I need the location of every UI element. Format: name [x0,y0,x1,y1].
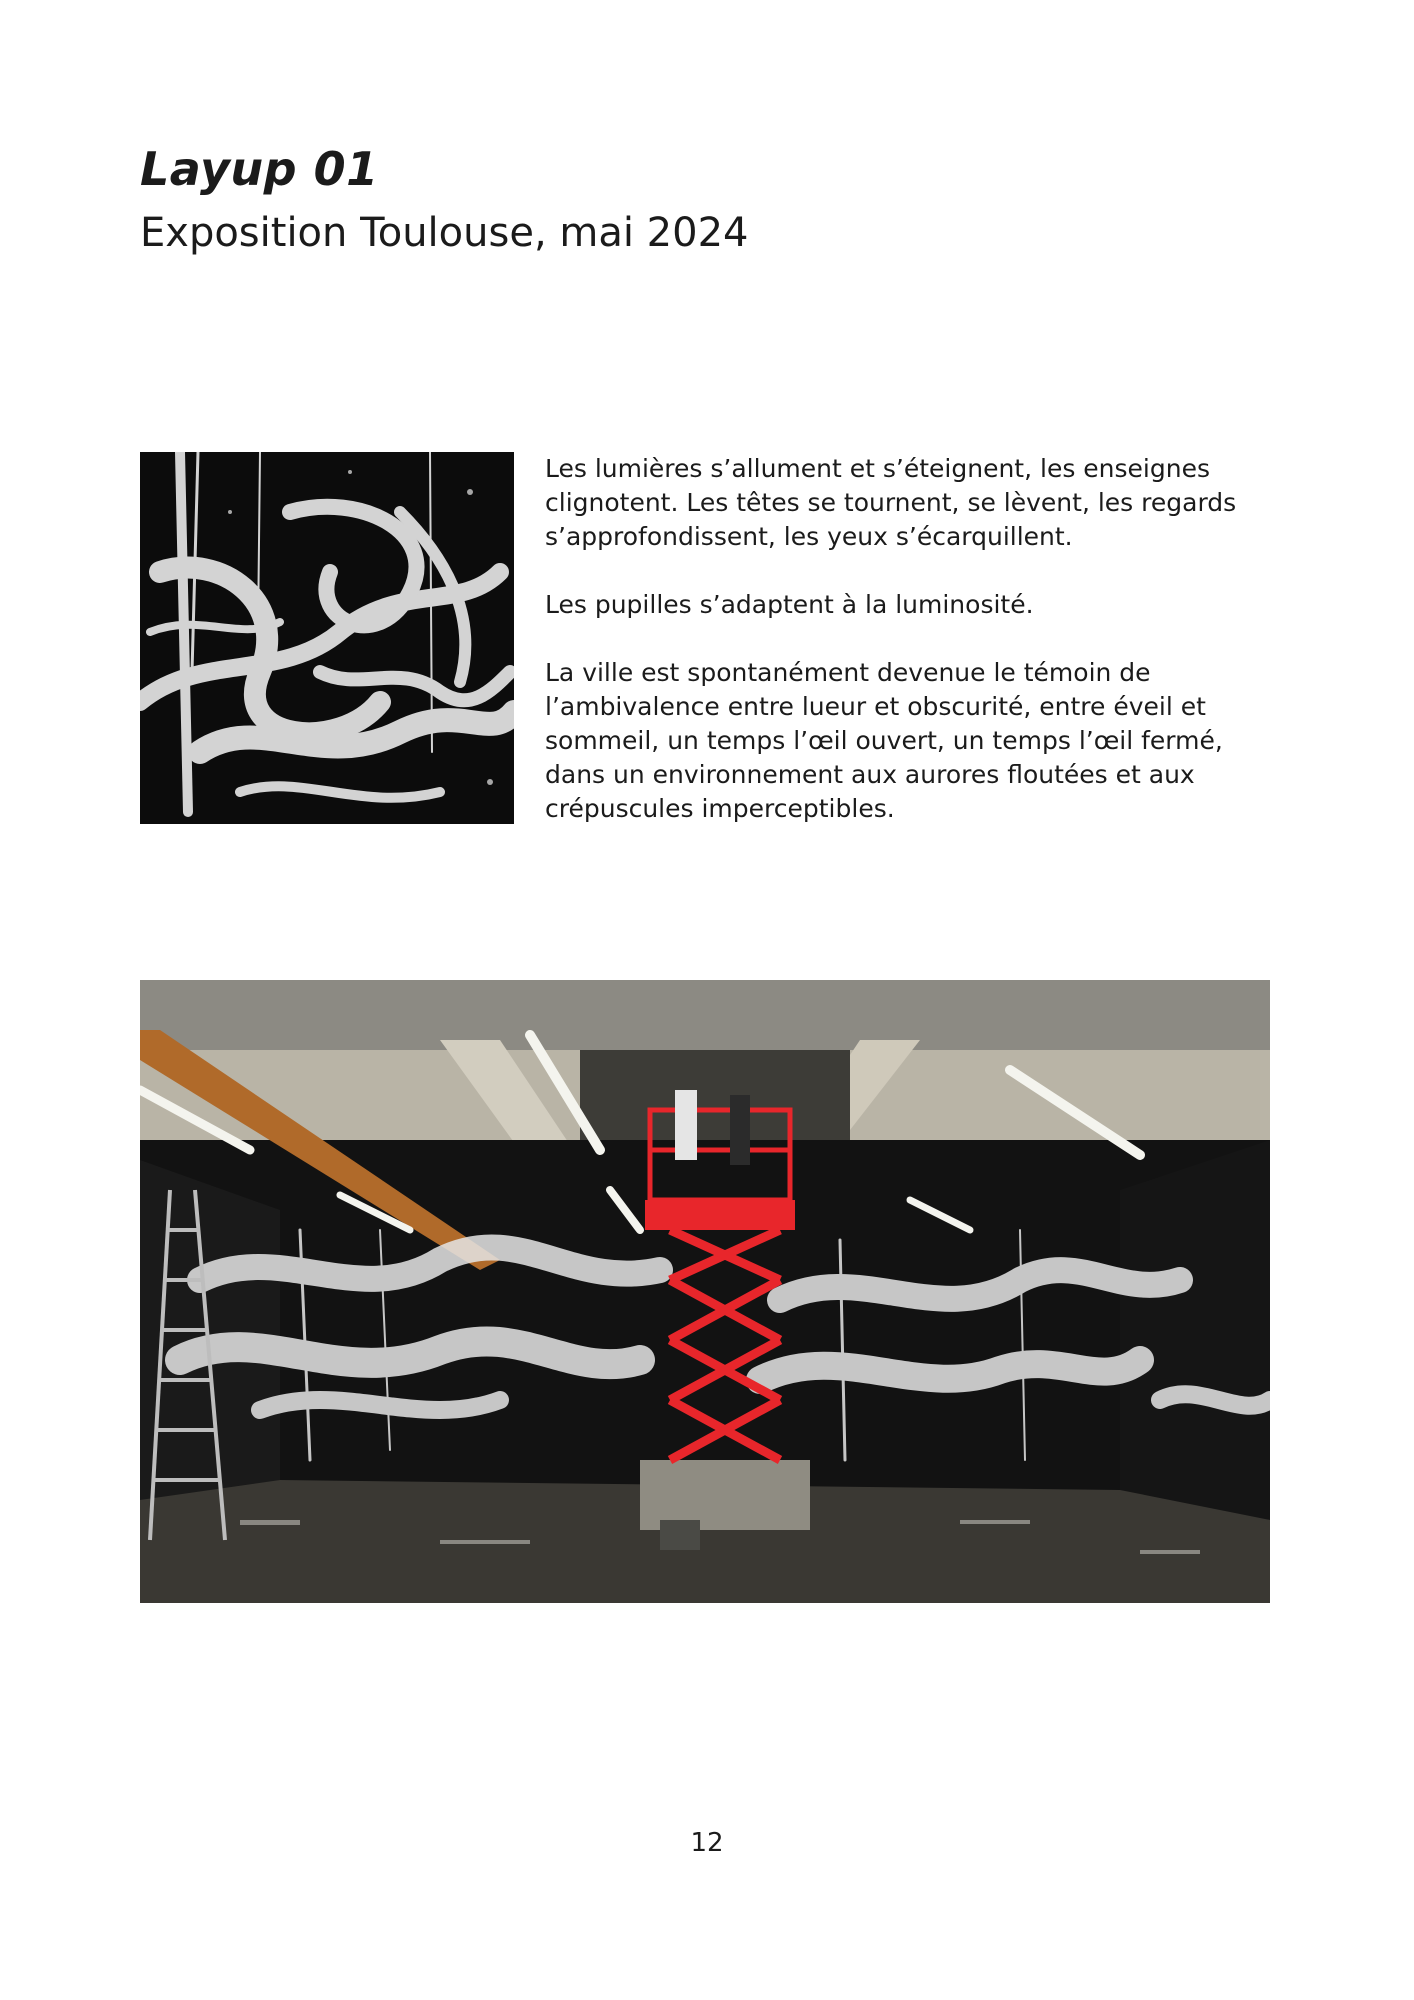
page-number: 12 [690,1828,724,1858]
text-block [545,452,1275,860]
installation-photo [140,980,1270,1603]
page-subtitle: Exposition Toulouse, mai 2024 [140,210,749,256]
page-title: Layup 01 [140,142,379,196]
paragraph: La ville est spontanément devenue le témoin de l’ambivalence entre lueur et obscurité, entre éveil et sommeil, un temps l’œil ouvert, un temps l’œil fermé, dans un environnement aux aurores floutées et aux crépuscules imperceptibles. [545,658,1223,823]
paragraph: Les pupilles s’adaptent à la luminosité. [545,590,1034,619]
artwork-image [140,452,514,824]
paragraph: Les lumières s’allument et s’éteignent, les enseignes clignotent. Les têtes se tournent, se lèvent, les regards s’approfondissent, les yeux s’écarquillent. [545,454,1237,551]
